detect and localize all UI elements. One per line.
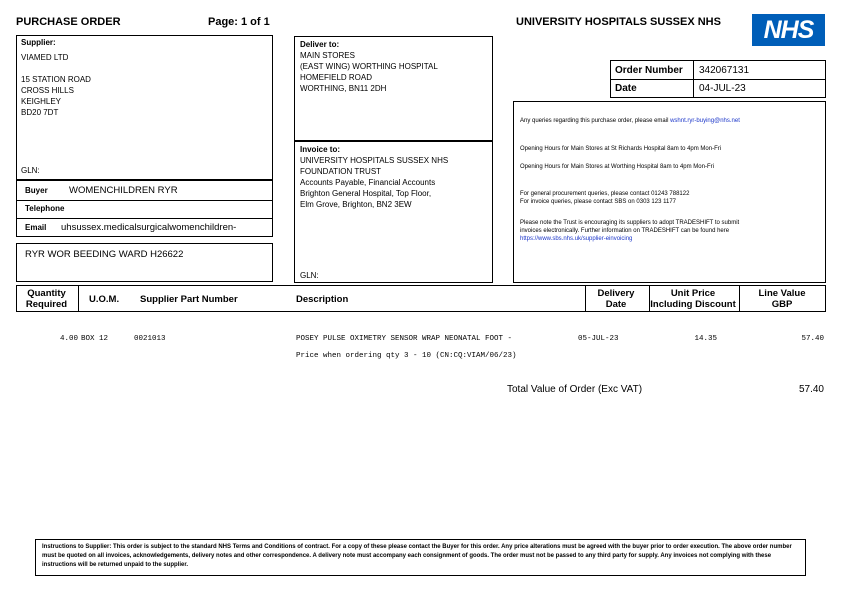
col-quantity-line1: Quantity xyxy=(27,288,66,299)
deliver-to-label: Deliver to: xyxy=(300,40,340,49)
col-quantity xyxy=(16,288,77,310)
hours-worthing: Opening Hours for Main Stores at Worthing Hospital 8am to 4pm Mon-Fri xyxy=(520,164,714,170)
invoice-line: FOUNDATION TRUST xyxy=(300,167,382,176)
invoice-line: Brighton General Hospital, Top Floor, xyxy=(300,189,432,198)
invoice-contact: For invoice queries, please contact SBS on 0303 123 1177 xyxy=(520,199,676,205)
deliver-line: HOMEFIELD ROAD xyxy=(300,73,373,82)
col-line-value-line1: Line Value xyxy=(758,288,806,299)
col-description: Description xyxy=(296,294,349,305)
supplier-line: CROSS HILLS xyxy=(21,86,74,95)
order-number-label: Order Number xyxy=(615,65,683,76)
invoice-line: UNIVERSITY HOSPITALS SUSSEX NHS xyxy=(300,156,449,165)
col-line-value-line2: GBP xyxy=(771,299,793,310)
ward-box xyxy=(16,243,273,282)
line-value: 57.40 xyxy=(801,335,824,343)
col-delivery-line1: Delivery xyxy=(597,288,635,299)
line-part-number: 0021013 xyxy=(134,335,166,343)
deliver-to-address xyxy=(300,50,438,94)
queries-email-link[interactable]: wshnt.ryr-buying@nhs.net xyxy=(670,118,740,124)
col-quantity-line2: Required xyxy=(25,299,68,310)
supplier-line: 15 STATION ROAD xyxy=(21,75,91,84)
col-delivery-date xyxy=(584,288,648,310)
invoice-to-address xyxy=(300,155,448,210)
supplier-address xyxy=(21,52,91,118)
order-details-box xyxy=(610,60,826,98)
order-date-value: 04-JUL-23 xyxy=(699,83,746,94)
invoice-line: Elm Grove, Brighton, BN2 3EW xyxy=(300,200,412,209)
col-price-line1: Unit Price xyxy=(670,288,716,299)
email-value: uhsussex.medicalsurgicalwomenchildren- xyxy=(61,222,237,233)
col-uom: U.O.M. xyxy=(89,294,120,305)
invoice-gln-label: GLN: xyxy=(300,271,319,280)
order-number-value: 342067131 xyxy=(699,65,750,76)
document-title: PURCHASE ORDER xyxy=(16,16,121,28)
deliver-line: MAIN STORES xyxy=(300,51,355,60)
telephone-label: Telephone xyxy=(25,204,65,213)
supplier-line: VIAMED LTD xyxy=(21,53,69,62)
total-value: 57.40 xyxy=(798,384,824,395)
invoice-line: Accounts Payable, Financial Accounts xyxy=(300,178,436,187)
tradeshift-line-2: invoices electronically. Further information on TRADESHIFT can be found here xyxy=(520,228,730,234)
supplier-line: KEIGHLEY xyxy=(21,97,62,106)
deliver-to-box xyxy=(294,36,493,141)
line-uom: BOX 12 xyxy=(81,335,109,343)
organisation-name: UNIVERSITY HOSPITALS SUSSEX NHS xyxy=(516,16,721,28)
instructions-text: Instructions to Supplier: This order is subject to the standard NHS Terms and Conditions of contract. For a copy of these please contact the Buyer for this order. Any price alterations must be agreed with the buyer prior to order execution. The above order number must be quoted on all invoices, acknowledgements, delivery notes and other correspondence. A delivery note must accompany each consignment of goods. The order must not be passed to any third party for supply. Any invoices not complying with these instructions will be returned unpaid to the supplier. xyxy=(42,544,792,568)
nhs-logo: NHS xyxy=(752,14,825,46)
col-supplier-part: Supplier Part Number xyxy=(140,294,238,305)
tradeshift-link[interactable]: https://www.sbs.nhs.uk/supplier-einvoicing xyxy=(520,236,633,242)
col-price-line2: Including Discount xyxy=(650,299,736,310)
line-description: POSEY PULSE OXIMETRY SENSOR WRAP NEONATAL FOOT - xyxy=(296,335,513,343)
supplier-box xyxy=(16,35,273,180)
hours-st-richards: Opening Hours for Main Stores at St Richards Hospital 8am to 4pm Mon-Fri xyxy=(520,146,722,152)
total-label: Total Value of Order (Exc VAT) xyxy=(507,384,643,395)
supplier-line: BD20 7DT xyxy=(21,108,59,117)
instructions-box xyxy=(35,539,806,576)
col-unit-price xyxy=(648,288,738,310)
ward-name: RYR WOR BEEDING WARD H26622 xyxy=(25,249,184,260)
order-date-label: Date xyxy=(615,83,637,94)
line-unit-price: 14.35 xyxy=(694,335,717,343)
email-label: Email xyxy=(25,223,47,232)
line-delivery-date: 05-JUL-23 xyxy=(578,335,619,343)
buyer-label: Buyer xyxy=(25,186,48,195)
invoice-to-box xyxy=(294,141,493,283)
information-box xyxy=(513,101,826,283)
supplier-line xyxy=(21,63,91,74)
buyer-box xyxy=(16,180,273,237)
deliver-line: (EAST WING) WORTHING HOSPITAL xyxy=(300,62,438,71)
line-qty: 4.00 xyxy=(59,335,78,343)
invoice-to-label: Invoice to: xyxy=(300,145,341,154)
queries-text xyxy=(520,117,740,125)
line-description-note: Price when ordering qty 3 - 10 (CN:CQ:VIAM/06/23) xyxy=(296,352,517,360)
supplier-label: Supplier: xyxy=(21,38,56,47)
col-line-value xyxy=(738,288,826,310)
tradeshift-line-1: Please note the Trust is encouraging its suppliers to adopt TRADESHIFT to submit xyxy=(520,220,740,226)
buyer-value: WOMENCHILDREN RYR xyxy=(69,185,178,196)
page-indicator: Page: 1 of 1 xyxy=(208,16,270,28)
procurement-contact: For general procurement queries, please contact 01243 788122 xyxy=(520,191,690,197)
supplier-gln-label: GLN: xyxy=(21,166,40,175)
col-delivery-line2: Date xyxy=(605,299,627,310)
deliver-line: WORTHING, BN11 2DH xyxy=(300,84,387,93)
queries-prefix: Any queries regarding this purchase order, please email xyxy=(520,118,669,124)
